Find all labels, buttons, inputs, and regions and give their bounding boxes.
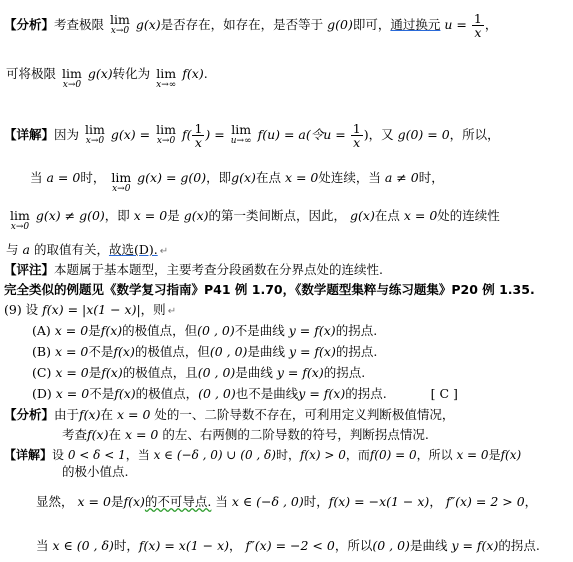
math-expr: g(x) <box>231 170 256 185</box>
text: 当 <box>215 494 228 509</box>
analysis-2-line-1 <box>4 407 454 423</box>
math-expr: f(x) <box>500 448 522 462</box>
math-expr: f(x) = |x(1 − x)| <box>42 302 141 317</box>
text: 是曲线 <box>247 344 285 359</box>
math-expr: f(x) <box>182 66 204 81</box>
math-expr: g(x) <box>135 17 161 32</box>
math-expr: g(0) = 0 <box>397 127 450 142</box>
math-expr: x = 0 <box>55 386 90 401</box>
math-expr: f(x) <box>100 323 123 338</box>
text: 的拐点. <box>498 538 540 553</box>
text: 不是 <box>89 386 115 401</box>
text: 的左、右两侧的二阶导数的符号，判断拐点情况. <box>162 427 429 442</box>
math-expr: f″(x) = −2 < 0 <box>245 538 335 553</box>
math-expr: f( <box>181 127 192 142</box>
math-expr: x ∈ (−δ , 0) <box>231 494 304 509</box>
limit-symbol: lim x→0 <box>111 170 132 194</box>
math-expr: f(0) = 0 <box>369 448 417 462</box>
analysis-2-line-2 <box>62 427 429 443</box>
text: 由于 <box>54 407 80 422</box>
text: 时， <box>80 170 106 185</box>
option-label: (C) <box>32 365 52 380</box>
math-expr: ) = <box>205 127 225 142</box>
text: ，所以 <box>416 448 453 462</box>
math-expr: f(x) = x(1 − x) <box>138 538 229 553</box>
math-expr: f″(x) = 2 > 0 <box>445 494 525 509</box>
text: 不是 <box>88 344 114 359</box>
text: 考查 <box>62 427 88 442</box>
limit-symbol: lim x→∞ <box>156 66 177 90</box>
text: 处的一、二阶导数不存在，可利用定义判断极值情况， <box>154 407 455 422</box>
math-expr: (0 , 0) <box>198 386 236 401</box>
detail-2-line-4 <box>36 538 540 554</box>
math-expr: x = 0 <box>54 344 89 359</box>
text: 是 <box>167 208 180 223</box>
math-expr: f(x) = −x(1 − x) <box>328 494 430 509</box>
text: ，所以 <box>334 538 373 553</box>
option-c <box>32 365 365 381</box>
math-expr: g(x) = <box>110 127 151 142</box>
math-expr: x ∈ (−δ , 0) ∪ (0 , δ) <box>153 448 276 462</box>
paragraph-mark: ↵ <box>167 306 177 317</box>
text: 在 <box>100 407 113 422</box>
math-expr: x = 0 <box>54 323 89 338</box>
fraction: $\frac{1}{x}$ <box>194 121 203 150</box>
math-expr: x = 0 <box>77 494 111 509</box>
math-expr: y = f(x) <box>298 386 346 401</box>
text: 即可， <box>352 17 391 32</box>
limit-symbol: lim x→0 <box>85 122 105 146</box>
text: 在 <box>108 427 121 442</box>
limit-symbol: lim u→∞ <box>230 122 252 146</box>
text: ， <box>429 494 442 509</box>
math-expr: y = f(x) <box>288 323 336 338</box>
text: ，即 <box>104 208 130 223</box>
math-expr: y = f(x) <box>288 344 336 359</box>
text: 的取值有关， <box>33 242 109 257</box>
math-expr: x = 0 <box>284 170 319 185</box>
text: 本题属于基本题型，主要考查分段函数在分界点处的连续性. <box>54 262 383 277</box>
detail-line-4 <box>6 242 168 260</box>
text: . <box>203 66 208 81</box>
math-expr: g(x) = g(0) <box>137 170 207 185</box>
text: 也不是曲线 <box>235 386 299 401</box>
text: 显然， <box>36 494 74 509</box>
wavy-underlined-text: 的不可导点. <box>144 494 212 509</box>
math-expr: x ∈ (0 , δ) <box>52 538 114 553</box>
section-tag-detail: 【详解】 <box>4 127 55 142</box>
text: ，而 <box>345 448 370 462</box>
text: 极小值点. <box>74 464 129 479</box>
question-line <box>4 302 176 320</box>
math-expr: (0 , 0) <box>209 344 248 359</box>
math-expr: f(x) <box>123 494 145 509</box>
detail-line-2 <box>30 170 444 194</box>
underlined-text: 故选(D). <box>108 242 158 257</box>
answer-box: [ C ] <box>430 386 458 401</box>
limit-symbol: lim x→0 <box>110 12 130 36</box>
text: ，所以， <box>449 127 500 142</box>
text: ， <box>484 17 498 32</box>
reference-line <box>4 282 535 298</box>
section-tag-analysis: 【分析】 <box>4 17 55 32</box>
math-expr: x = 0 <box>116 407 151 422</box>
text: 的拐点. <box>335 323 378 338</box>
detail-line-1 <box>4 122 500 149</box>
text: 当 <box>30 170 43 185</box>
detail-2-line-1 <box>4 447 521 463</box>
text: 设 <box>52 448 65 462</box>
text: 时， <box>113 538 139 553</box>
text: 时， <box>275 448 300 462</box>
analysis-line-1 <box>4 12 497 39</box>
math-expr: g(x) <box>350 208 375 223</box>
text: 当 <box>36 538 49 553</box>
math-expr: x = 0 <box>403 208 438 223</box>
paragraph-mark: ↵ <box>159 246 169 257</box>
detail-line-3 <box>8 208 500 232</box>
text: 的拐点. <box>345 386 387 401</box>
option-d <box>32 386 458 402</box>
text: ，则 <box>140 302 166 317</box>
text: 处连续，当 <box>318 170 381 185</box>
math-expr: g(x) <box>87 66 113 81</box>
text: ，即 <box>206 170 232 185</box>
math-expr: a = 0 <box>46 170 81 185</box>
math-expr: f(u) = a(令 <box>257 127 324 142</box>
text: ， <box>229 538 242 553</box>
math-expr: (0 , 0) <box>197 365 236 380</box>
comment-line <box>4 262 383 278</box>
fraction: $\frac{1}{x}$ <box>473 11 482 40</box>
limit-symbol: lim x→0 <box>10 208 30 232</box>
text: 转化为 <box>112 66 151 81</box>
option-b <box>32 344 377 360</box>
text: 是 <box>88 323 101 338</box>
math-expr: f(x) <box>114 386 136 401</box>
detail-2-line-2 <box>62 464 129 480</box>
math-expr: x = 0 <box>55 365 89 380</box>
section-tag-analysis: 【分析】 <box>4 407 55 422</box>
option-label: (D) <box>32 386 52 401</box>
text: 考查极限 <box>54 17 105 32</box>
math-expr: x = 0 <box>124 427 159 442</box>
text: 的 <box>62 464 75 479</box>
math-expr: a <box>22 242 30 257</box>
section-tag-detail: 【详解】 <box>4 448 53 462</box>
math-expr: f(x) <box>101 365 123 380</box>
text: 是否存在，如存在，是否等于 <box>160 17 324 32</box>
section-tag-comment: 【评注】 <box>4 262 55 277</box>
text: 的极值点，但 <box>134 344 210 359</box>
reference-text: 完全类似的例题见《数学复习指南》P41 例 1.70，《数学题型集粹与练习题集》P20 例 1.35. <box>4 282 535 297</box>
text: ，当 <box>125 448 150 462</box>
text: (9) 设 <box>4 302 39 317</box>
text: 的拐点. <box>323 365 366 380</box>
text: 时， <box>303 494 329 509</box>
math-expr: x = 0 <box>456 448 489 462</box>
math-expr: x = 0 <box>133 208 168 223</box>
text: 在点 <box>374 208 400 223</box>
text: 在点 <box>255 170 281 185</box>
detail-2-line-3 <box>36 494 537 510</box>
option-a <box>32 323 377 339</box>
text: 是 <box>488 448 501 462</box>
math-expr: f(x) <box>113 344 135 359</box>
math-expr: g(x) ≠ g(0) <box>35 208 105 223</box>
option-label: (A) <box>32 323 51 338</box>
text: 时， <box>418 170 444 185</box>
text: 的第一类间断点，因此， <box>208 208 347 223</box>
limit-symbol: lim x→0 <box>62 66 82 90</box>
math-expr: u = <box>323 127 346 142</box>
math-expr: f(x) > 0 <box>299 448 346 462</box>
text: 与 <box>6 242 19 257</box>
math-expr: u = <box>444 17 467 32</box>
math-expr: 0 < δ < 1 <box>67 448 126 462</box>
limit-symbol: lim x→0 <box>156 122 176 146</box>
text: 的极值点，且 <box>122 365 198 380</box>
math-expr: (0 , 0) <box>197 323 235 338</box>
text: 的极值点， <box>135 386 199 401</box>
text: 的拐点. <box>335 344 378 359</box>
text: 的极值点，但 <box>122 323 198 338</box>
math-expr: y = f(x) <box>276 365 324 380</box>
text: 是曲线 <box>409 538 448 553</box>
text: 不是曲线 <box>234 323 285 338</box>
underlined-text: 通过换元 <box>390 17 441 32</box>
text: ， <box>524 494 538 509</box>
analysis-line-2 <box>6 66 208 90</box>
math-expr: a ≠ 0 <box>384 170 419 185</box>
math-expr: f(x) <box>87 427 109 442</box>
text: 处的连续性 <box>437 208 500 223</box>
text: 是 <box>88 365 102 380</box>
math-expr: g(x) <box>183 208 209 223</box>
fraction: $\frac{1}{x}$ <box>352 121 361 150</box>
math-expr: f(x) <box>79 407 101 422</box>
math-expr: y = f(x) <box>451 538 499 553</box>
option-label: (B) <box>32 344 51 359</box>
math-expr: (0 , 0) <box>372 538 410 553</box>
text: 因为 <box>54 127 80 142</box>
text: 是曲线 <box>235 365 273 380</box>
math-expr: g(0) <box>327 17 353 32</box>
text: 是 <box>110 494 124 509</box>
text: )，又 <box>363 127 394 142</box>
text: 可将极限 <box>6 66 57 81</box>
